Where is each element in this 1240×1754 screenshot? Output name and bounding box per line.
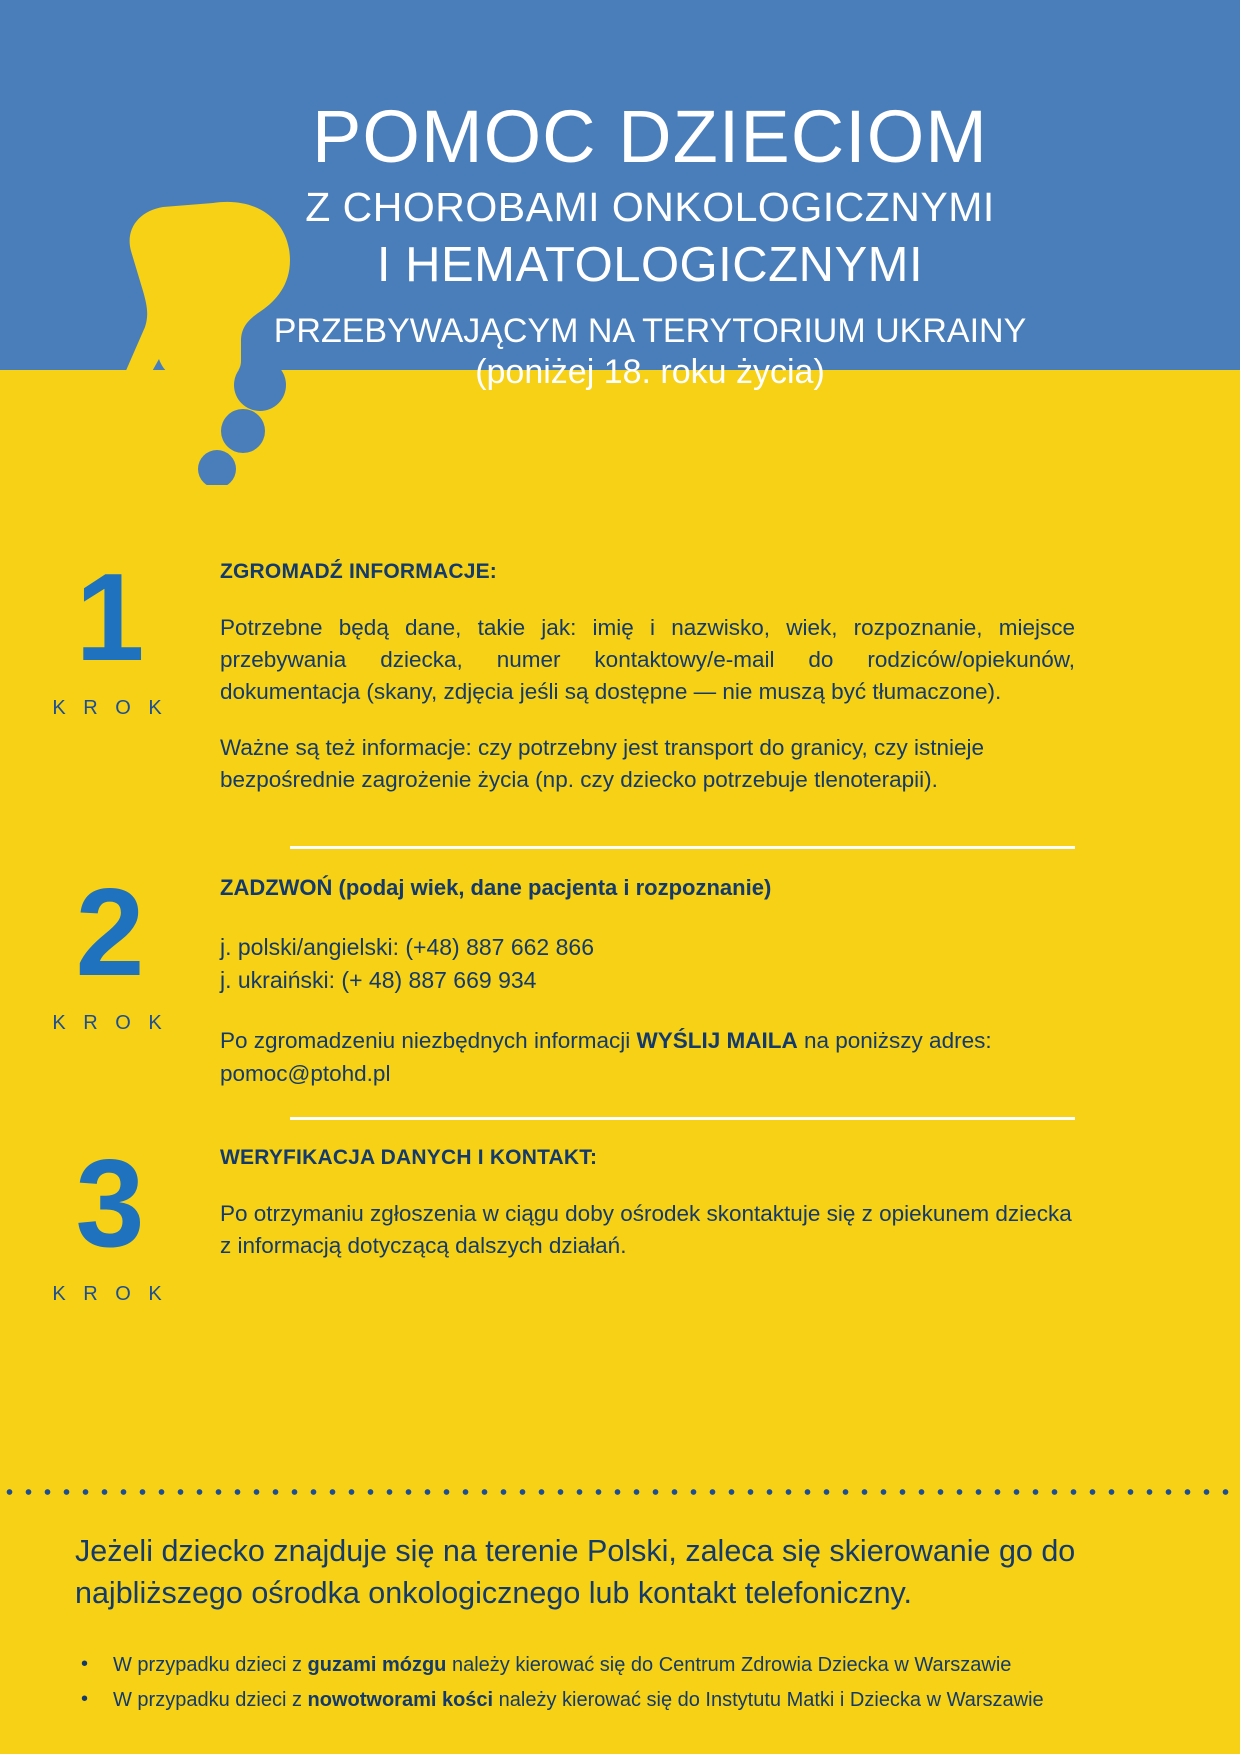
step-3-number-column xyxy=(0,1134,220,1306)
step-1-number-column xyxy=(0,549,220,720)
step-1 xyxy=(0,549,1240,820)
step-2-phones xyxy=(220,931,1075,998)
helping-hand-icon xyxy=(95,195,355,485)
mail-suffix: na poniższy adres: xyxy=(797,1028,992,1054)
bullet-1-bold: guzami mózgu xyxy=(307,1654,447,1677)
bullet-2-suffix: należy kierować się do Instytutu Matki i Dziecka w Warszawie xyxy=(493,1689,1044,1712)
step-2-number-column xyxy=(0,863,220,1035)
step-3-number: 3 xyxy=(75,1134,145,1273)
page-title: POMOC DZIECIOM xyxy=(312,95,988,178)
bullet-1-suffix: należy kierować się do Centrum Zdrowia Dziecka w Warszawie xyxy=(446,1654,1012,1677)
footer-bullet-list xyxy=(75,1648,1165,1718)
mail-prefix: Po zgromadzeniu niezbędnych informacji xyxy=(220,1028,637,1054)
mail-bold: WYŚLIJ MAILA xyxy=(636,1028,798,1054)
step-2-heading: ZADZWOŃ (podaj wiek, dane pacjenta i rozpoznanie) xyxy=(220,874,772,900)
bullet-2-bold: nowotworami kości xyxy=(307,1689,494,1712)
step-1-heading: ZGROMADŹ INFORMACJE: xyxy=(220,560,497,583)
step-2 xyxy=(0,863,1240,1091)
bullet-1-prefix: W przypadku dzieci z xyxy=(113,1654,308,1677)
step-2-body xyxy=(220,875,1240,1091)
bullet-2-prefix: W przypadku dzieci z xyxy=(113,1689,308,1712)
step-3 xyxy=(0,1134,1240,1306)
list-item xyxy=(75,1648,1165,1683)
divider-1 xyxy=(290,846,1075,849)
footer-lead-text: Jeżeli dziecko znajduje się na terenie Polski, zaleca się skierowanie go do najbliższego ośrodka onkologicznego lub kontakt telefoniczny. xyxy=(75,1534,1076,1611)
steps-section xyxy=(0,549,1240,1306)
page-subtitle-1: Z CHOROBAMI ONKOLOGICZNYMI xyxy=(305,184,995,230)
divider-2 xyxy=(290,1117,1075,1120)
step-1-krok-label: K R O K xyxy=(52,697,168,720)
list-item xyxy=(75,1683,1165,1718)
phone-ua[interactable]: j. ukraiński: (+ 48) 887 669 934 xyxy=(220,967,537,994)
step-3-heading: WERYFIKACJA DANYCH I KONTAKT: xyxy=(220,1145,598,1169)
footer-section xyxy=(0,1530,1240,1718)
dotted-separator xyxy=(0,1487,1240,1497)
step-2-mail-instruction xyxy=(220,1025,1075,1090)
step-2-number: 2 xyxy=(75,863,145,1002)
step-3-body xyxy=(220,1146,1240,1286)
step-1-body xyxy=(220,560,1240,820)
step-2-krok-label: K R O K xyxy=(52,1012,168,1035)
step-3-krok-label: K R O K xyxy=(52,1283,168,1306)
step-3-paragraph-1: Po otrzymaniu zgłoszenia w ciągu doby ośrodek skontaktuje się z opiekunem dziecka z informacją dotyczącą dalszych działań. xyxy=(220,1200,1072,1258)
step-1-number: 1 xyxy=(75,549,145,687)
step-1-paragraph-1: Potrzebne będą dane, takie jak: imię i nazwisko, wiek, rozpoznanie, miejsce przebywania dziecka, numer kontaktowy/e-mail do rodziców/opiekunów, dokumentacja (skany, zdjęcia jeśli są dostępne — nie muszą być tłumaczone). xyxy=(220,615,1075,704)
contact-email[interactable]: pomoc@ptohd.pl xyxy=(220,1061,391,1086)
page-subtitle-4: (poniżej 18. roku życia) xyxy=(475,353,825,392)
step-1-paragraph-2: Ważne są też informacje: czy potrzebny jest transport do granicy, czy istnieje bezpośrednie zagrożenie życia (np. czy dziecko potrzebuje tlenoterapii). xyxy=(220,734,985,792)
page-subtitle-3: PRZEBYWAJĄCYM NA TERYTORIUM UKRAINY xyxy=(273,311,1027,350)
phone-pl-en[interactable]: j. polski/angielski: (+48) 887 662 866 xyxy=(220,933,594,960)
page-subtitle-2: I HEMATOLOGICZNYMI xyxy=(376,238,924,293)
